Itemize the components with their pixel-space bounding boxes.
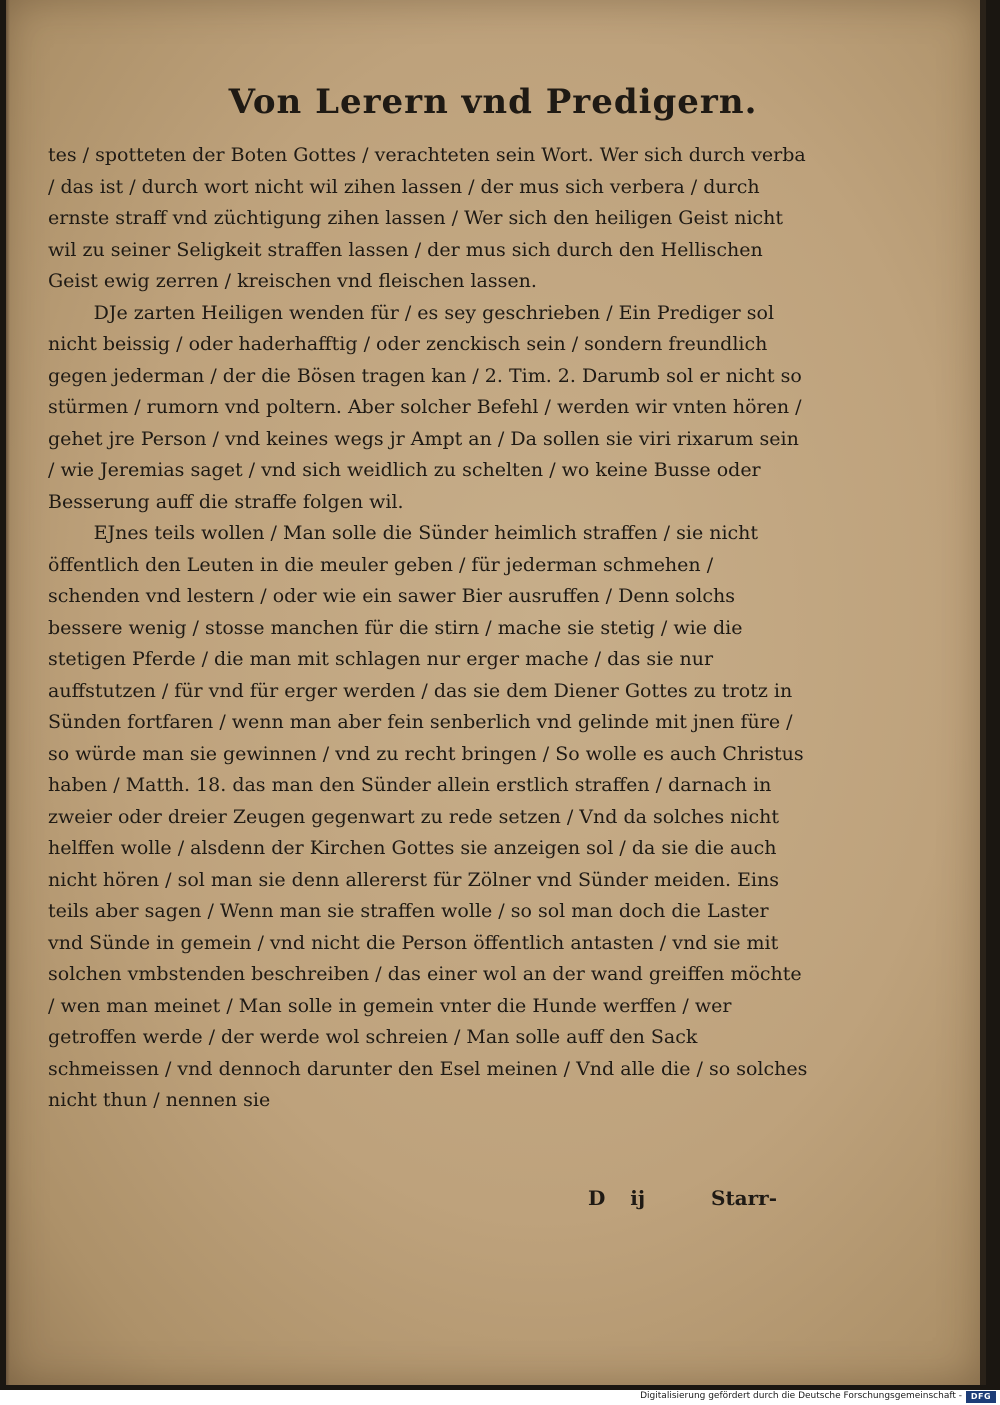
- book-page: [6, 0, 986, 1385]
- paragraph-3: EJnes teils wollen / Man solle die Sünder heimlich straffen / sie nicht öffentlich den Leuten in die meuler geben / für jederman schmehen / schenden vnd lestern / oder wie ein sawer Bier ausruffen / Denn solchs bessere wenig / stosse manchen für die stirn / mache sie stetig / wie die stetigen Pferde / die man mit schlagen nur erger mache / das sie nur auffstutzen / für vnd für erger werden / das sie dem Diener Gottes zu trotz in Sünden fortfaren / wenn man aber fein senberlich vnd gelinde mit jnen füre / so würde man sie gewinnen / vnd zu recht bringen / So wolle es auch Christus haben / Matth. 18. das man den Sünder allein erstlich straffen / darnach in zweier oder dreier Zeugen gegenwart zu rede setzen / Vnd da solches nicht helffen wolle / alsdenn der Kirchen Gottes sie anzeigen sol / da sie die auch nicht hören / sol man sie denn allererst für Zölner vnd Sünder meiden. Eins teils aber sagen / Wenn man sie straffen wolle / so sol man doch die Laster vnd Sünde in gemein / vnd nicht die Person öffentlich antasten / vnd sie mit solchen vmbstenden beschreiben / das einer wol an der wand greiffen möchte / wen man meinet / Man solle in gemein vnter die Hunde werffen / wer getroffen werde / der werde wol schreien / Man solle auff den Sack schmeissen / vnd dennoch darunter den Esel meinen / Vnd alle die / so solches nicht thun / nennen sie: [48, 522, 808, 1111]
- catchword: Starr-: [711, 1186, 778, 1210]
- dfg-logo-icon: DFG: [966, 1391, 996, 1403]
- funding-credit: Digitalisierung gefördert durch die Deutsche Forschungsgemeinschaft -: [640, 1391, 962, 1401]
- running-head: Von Lerern vnd Predigern.: [228, 82, 758, 122]
- body-text: [48, 140, 808, 1117]
- viewer-footer: [0, 1390, 1000, 1405]
- paragraph-2: DJe zarten Heiligen wenden für / es sey geschrieben / Ein Prediger sol nicht beissig / oder haderhafftig / oder zenckisch sein / sondern freundlich gegen jederman / der die Bösen tragen kan / 2. Tim. 2. Darumb sol er nicht so stürmen / rumorn vnd poltern. Aber solcher Befehl / werden wir vnten hören / gehet jre Person / vnd keines wegs jr Ampt an / Da sollen sie viri rixarum sein / wie Jeremias saget / vnd sich weidlich zu schelten / wo keine Busse oder Besserung auff die straffe folgen wil.: [48, 301, 802, 513]
- page-edge: [6, 0, 10, 1385]
- signature-mark: D ij: [588, 1186, 646, 1210]
- paragraph-1: tes / spotteten der Boten Gottes / verachteten sein Wort. Wer sich durch verba / das ist / durch wort nicht wil zihen lassen / der mus sich verbera / durch ernste straff vnd züchtigung zihen lassen / Wer sich den heiligen Geist nicht wil zu seiner Seligkeit straffen lassen / der mus sich durch den Hellischen Geist ewig zerren / kreischen vnd fleischen lassen.: [48, 144, 806, 292]
